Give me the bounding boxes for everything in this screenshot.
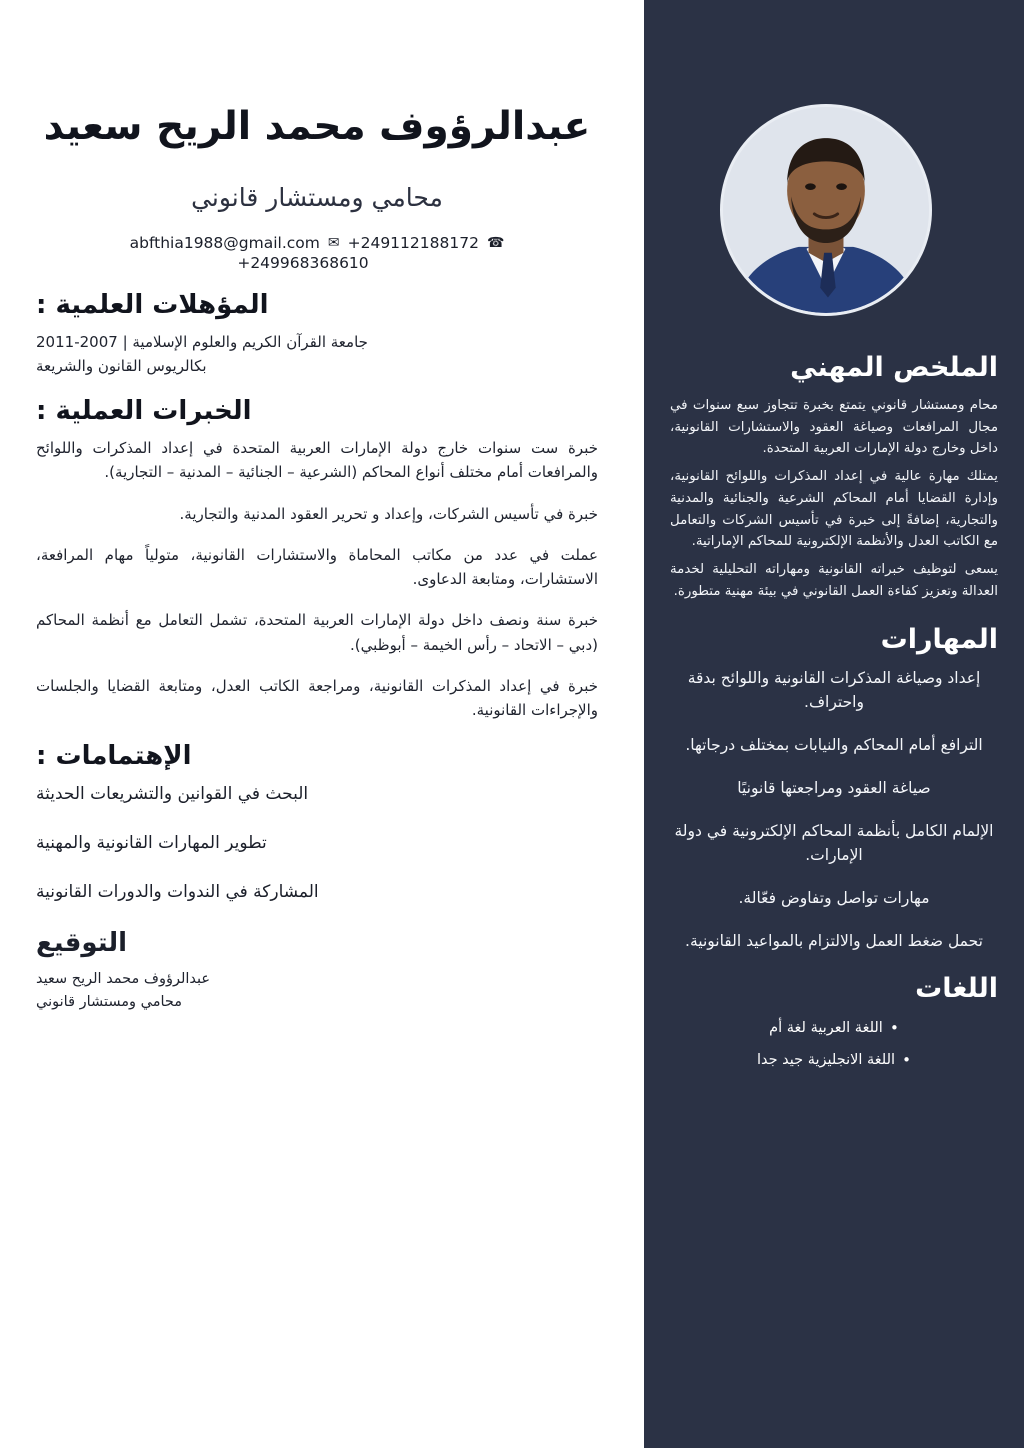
- spacer: [36, 1013, 598, 1053]
- skill-item: تحمل ضغط العمل والالتزام بالمواعيد القانونية.: [685, 932, 983, 951]
- skill-item: مهارات تواصل وتفاوض فعّالة.: [738, 888, 930, 907]
- skill-item: الإلمام الكامل بأنظمة المحاكم الإلكترونية في دولة الإمارات.: [674, 822, 994, 864]
- interest-item: البحث في القوانين والتشريعات الحديثة: [36, 783, 309, 804]
- job-title: محامي ومستشار قانوني: [191, 183, 443, 212]
- phone-icon: ☎: [486, 235, 505, 251]
- avatar: [720, 104, 932, 316]
- interest-item: تطوير المهارات القانونية والمهنية: [36, 832, 267, 853]
- summary-paragraph: محام ومستشار قانوني يتمتع بخبرة تتجاوز سبع سنوات في مجال المرافعات وصياغة العقود والاستشارات القانونية، داخل وخارج دولة الإمارات العربية المتحدة.: [670, 398, 998, 457]
- skill-item: صياغة العقود ومراجعتها قانونيًا: [737, 779, 931, 798]
- phone-primary[interactable]: +249112188172: [347, 234, 479, 252]
- experience-item: خبرة سنة ونصف داخل دولة الإمارات العربية المتحدة، تشمل التعامل مع أنظمة المحاكم (دبي – الاتحاد – رأس الخيمة – أبوظبي).: [36, 611, 598, 654]
- experience-item: خبرة في تأسيس الشركات، وإعداد و تحرير العقود المدنية والتجارية.: [179, 504, 598, 523]
- languages-section-title: اللغات: [915, 973, 998, 1005]
- experience-item: خبرة ست سنوات خارج دولة الإمارات العربية المتحدة في إعداد المذكرات واللوائح والمرافعات أمام مختلف أنواع المحاكم (الشرعية – الجنائية – المدنية – التجارية).: [36, 439, 598, 482]
- summary-section-title: الملخص المهني: [790, 352, 998, 383]
- education-section-title: المؤهلات العلمية :: [36, 290, 269, 320]
- languages-list: [670, 1016, 998, 1041]
- interest-item: المشاركة في الندوات والدورات القانونية: [36, 882, 319, 903]
- email-address[interactable]: abfthia1988@gmail.com: [129, 234, 320, 252]
- signature-role: محامي ومستشار قانوني: [36, 993, 183, 1010]
- experience-section-title: الخبرات العملية :: [36, 396, 252, 426]
- experience-item: خبرة في إعداد المذكرات القانونية، ومراجعة الكاتب العدل، ومتابعة القضايا والجلسات والإجراءات القانونية.: [36, 677, 598, 720]
- list-item: • اللغة العربية لغة أم: [769, 1016, 899, 1041]
- skills-section: [670, 624, 998, 953]
- languages-section: [670, 973, 998, 1073]
- skill-item: إعداد وصياغة المذكرات القانونية واللوائح بدقة واحتراف.: [687, 669, 981, 711]
- interests-section-title: الإهتمامات :: [36, 740, 192, 771]
- skill-item: الترافع أمام المحاكم والنيابات بمختلف درجاتها.: [685, 735, 983, 754]
- portrait-photo-icon: [723, 107, 929, 313]
- envelope-icon: ✉: [327, 235, 340, 251]
- summary-paragraph: يسعى لتوظيف خبراته القانونية ومهاراته التحليلية لخدمة العدالة وتعزيز كفاءة العمل القانوني في بيئة مهنية متطورة.: [670, 561, 998, 599]
- contact-block: [36, 234, 598, 272]
- education-line: جامعة القرآن الكريم والعلوم الإسلامية | 2007-2011: [36, 333, 368, 351]
- signature-name: عبدالرؤوف محمد الريح سعيد: [36, 971, 211, 988]
- skills-section-title: المهارات: [880, 624, 998, 656]
- languages-list: [670, 1048, 998, 1073]
- summary-paragraph: يمتلك مهارة عالية في إعداد المذكرات واللوائح القانونية، وإدارة القضايا أمام المحاكم الشرعية والجنائية والمدنية والتجارية، إضافةً إلى خبرة في تأسيس الشركات والتعامل مع الكاتب العدل والأنظمة الإلكترونية للمحاكم الإماراتية.: [670, 469, 998, 550]
- signature-section-title: التوقيع: [36, 928, 127, 959]
- page-title: عبدالرؤوف محمد الريح سعيد: [43, 104, 591, 149]
- sidebar-dark-panel: [644, 0, 1024, 1448]
- phone-secondary[interactable]: +249968368610: [237, 254, 369, 272]
- education-line: بكالريوس القانون والشريعة: [36, 357, 207, 375]
- list-item: • اللغة الانجليزية جيد جدا: [757, 1048, 911, 1073]
- experience-item: عملت في عدد من مكاتب المحاماة والاستشارات القانونية، متولياً مهام المرافعة، الاستشارات، ومتابعة الدعاوى.: [36, 545, 598, 589]
